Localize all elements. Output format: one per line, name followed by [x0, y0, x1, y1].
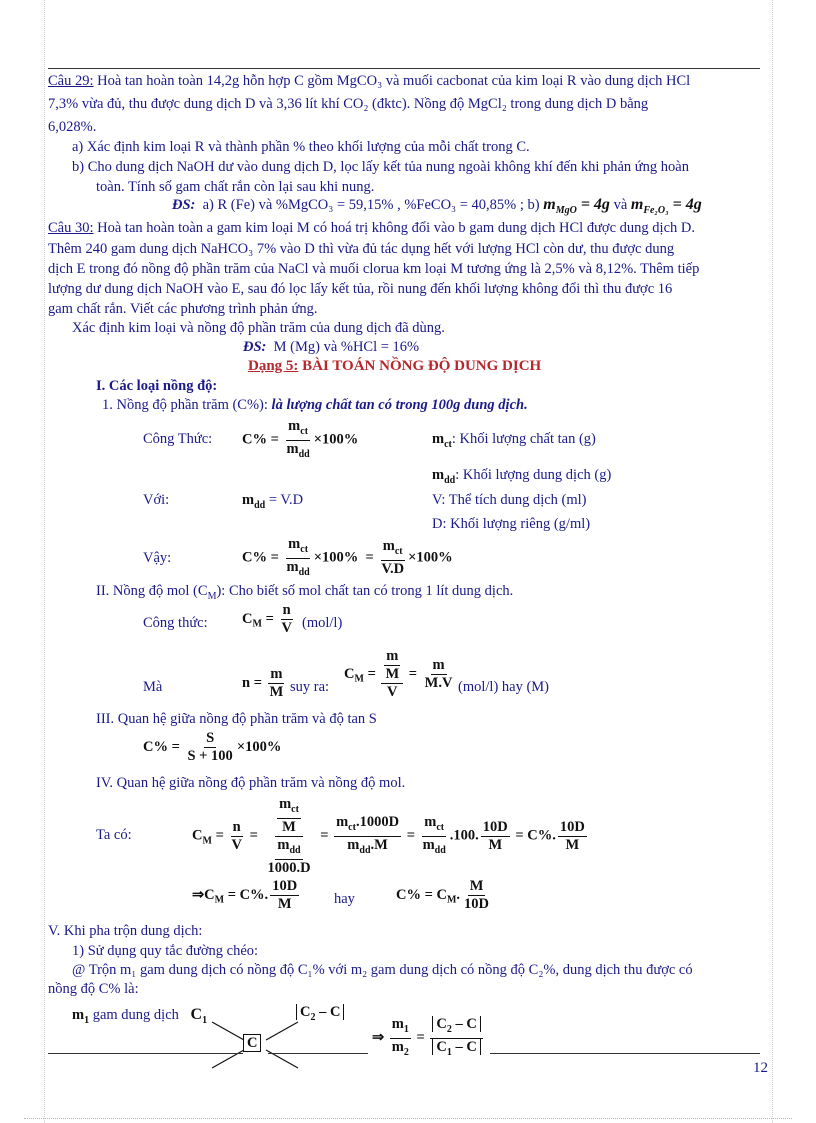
section-5-heading: V. Khi pha trộn dung dịch:: [48, 923, 203, 939]
abs-c2-c: $C_2$ – C: [296, 1003, 344, 1027]
cong-thuc-label: Công Thức:: [143, 431, 213, 447]
formula-c-percent: C% = $\frac{m_{ct}}{m_{dd}}$ ×100%: [242, 418, 359, 460]
q29-part-a: a) Xác định kim loại R và thành phần % theo khối lượng của mỗi chất trong C.: [72, 139, 530, 155]
section-1-item1: 1. Nồng độ phần trăm (C%): là lượng chất tan có trong 100g dung dịch.: [102, 397, 528, 413]
ta-co-label: Ta có:: [96, 827, 132, 843]
q30-line6: Xác định kim loại và nồng độ phần trăm của dung dịch đã dùng.: [72, 320, 445, 336]
section-1-heading: I. Các loại nồng độ:: [96, 378, 218, 394]
suy-ra-label: suy ra:: [290, 679, 330, 695]
hay-label: hay: [334, 891, 355, 907]
q30-line5: gam chất rắn. Viết các phương trình phản ứng.: [48, 301, 318, 317]
section-title: Dạng 5: BÀI TOÁN NỒNG ĐỘ DUNG DỊCH: [248, 358, 542, 374]
formula-cm-expanded: $C_M$ = $\frac{\frac{m}{M}}{V}$ = $\frac{m}{M.V}$: [344, 648, 453, 700]
footer-rule-right: [490, 1053, 760, 1054]
section-5-line2: nồng độ C% là:: [48, 981, 139, 997]
m1-label: $m_1$ gam dung dịch $C_1$: [72, 1006, 208, 1027]
mdd-legend: $m_{dd}$: Khối lượng dung dịch (g): [432, 467, 612, 486]
q29-label: Câu 29:: [48, 73, 94, 89]
page-bottom-dots: [24, 1118, 792, 1119]
formula-c-percent-result: $C\% = C_M$. $\frac{M}{10D}$: [396, 878, 490, 912]
mct-legend: $m_{ct}$: Khối lượng chất tan (g): [432, 431, 596, 450]
q30-label: Câu 30:: [48, 220, 94, 236]
margin-guide: [772, 0, 773, 1123]
center-c-box: C: [243, 1034, 261, 1052]
formula-n: n = $\frac{m}{M}$: [242, 666, 284, 700]
section-5-item1: 1) Sử dụng quy tắc đường chéo:: [72, 943, 259, 959]
q30-line2: Thêm 240 gam dung dịch NaHCO₃ 7% vào D thì vừa đủ tác dụng hết với lượng HCl còn dư, thu được dung: [48, 241, 675, 257]
q29-part-b2: toàn. Tính số gam chất rắn còn lại sau khi nung.: [96, 179, 375, 195]
footer-rule-left: [48, 1053, 243, 1054]
formula-cm-result: $\Rightarrow C_M = C\%$. $\frac{10D}{M}$: [192, 878, 298, 912]
unit-mol-l-m: (mol/l) hay (M): [458, 679, 550, 695]
vay-label: Vậy:: [143, 550, 172, 566]
cong-thuc-label-2: Công thức:: [143, 615, 208, 631]
q29-line3: 6,028%.: [48, 119, 97, 135]
section-2-heading: II. Nồng độ mol $(C_M)$: Cho biết số mol chất tan có trong 1 lít dung dịch.: [96, 583, 514, 602]
d-legend: D: Khối lượng riêng (g/ml): [432, 516, 591, 532]
q30-line1: Câu 30: Hoà tan hoàn toàn a gam kim loại M có hoá trị không đổi vào b gam dung dịch HCl được dung dịch D.: [48, 220, 695, 236]
margin-guide: [44, 0, 45, 1123]
q29-line2: 7,3% vừa đủ, thu được dung dịch D và 3,36 lít khí CO₂ (đktc). Nồng độ MgCl₂ trong dung dịch D bằng: [48, 96, 649, 112]
formula-cm-derivation: $C_M$ = $\frac{n}{V}$ = $\frac{\frac{m_{ct}}{M}}{\frac{m_{dd}}{1000.D}}$ = $\frac{m_{ct}.1000D}{m_{dd}.M}$ = $\frac{m_{ct}}{m_{dd}}$ .100. $\frac{10D}{M}$ = C%. $\frac{10D}{M}$: [192, 796, 585, 876]
q30-answer: ĐS: M (Mg) và %HCl = 16%: [243, 339, 420, 355]
formula-c-percent-vd: C% = $\frac{m_{ct}}{m_{dd}}$ ×100% = $\frac{m_{ct}}{V.D}$ ×100%: [242, 536, 453, 578]
mdd-formula: $m_{dd} = V.D$: [242, 492, 304, 511]
formula-c-percent-s: C% = $\frac{S}{S + 100}$ ×100%: [143, 730, 282, 764]
page-number: 12: [753, 1060, 768, 1076]
q30-line3: dịch E trong đó nồng độ phần trăm của NaCl và muối clorua km loại M tương ứng là 2,5% và 8,12%. Thêm tiếp: [48, 261, 700, 277]
formula-m1-m2: ⇒ $\frac{m_1}{m_2}$ = $\frac{C_2 - C}{C_1 - C}$: [372, 1016, 485, 1061]
header-rule: [48, 68, 760, 69]
unit-mol-l: (mol/l): [302, 615, 343, 631]
section-5-line1: @ Trộn m₁ gam dung dịch có nồng độ C₁% với m₂ gam dung dịch có nồng độ C₂%, dung dịch thu được có: [72, 962, 693, 978]
ma-label: Mà: [143, 679, 163, 695]
q29-part-b1: b) Cho dung dịch NaOH dư vào dung dịch D, lọc lấy kết tủa nung ngoài không khí đến khi phản ứng hoàn: [72, 159, 689, 175]
q29-line1: Câu 29: Hoà tan hoàn toàn 14,2g hỗn hợp C gồm MgCO₃ và muối cacbonat của kim loại R vào dung dịch HCl: [48, 73, 691, 89]
voi-label: Với:: [143, 492, 170, 508]
section-3-heading: III. Quan hệ giữa nồng độ phần trăm và độ tan S: [96, 711, 377, 727]
q29-answer: ĐS: a) R (Fe) và %MgCO₃ = 59,15% , %FeCO₃ = 40,85% ; b) $m_{MgO} = 4g$ và $m_{Fe_2O_3} = 4g$: [172, 196, 702, 217]
q30-line4: lượng dư dung dịch NaOH vào E, sau đó lọc lấy kết tủa, rồi nung đến khối lượng không đổi thì thu được 16: [48, 281, 673, 297]
v-legend: V: Thể tích dung dịch (ml): [432, 492, 587, 508]
footer-rule-mid: [268, 1053, 368, 1054]
formula-cm: $C_M$ = $\frac{n}{V}$: [242, 602, 292, 636]
section-4-heading: IV. Quan hệ giữa nồng độ phần trăm và nồng độ mol.: [96, 775, 406, 791]
